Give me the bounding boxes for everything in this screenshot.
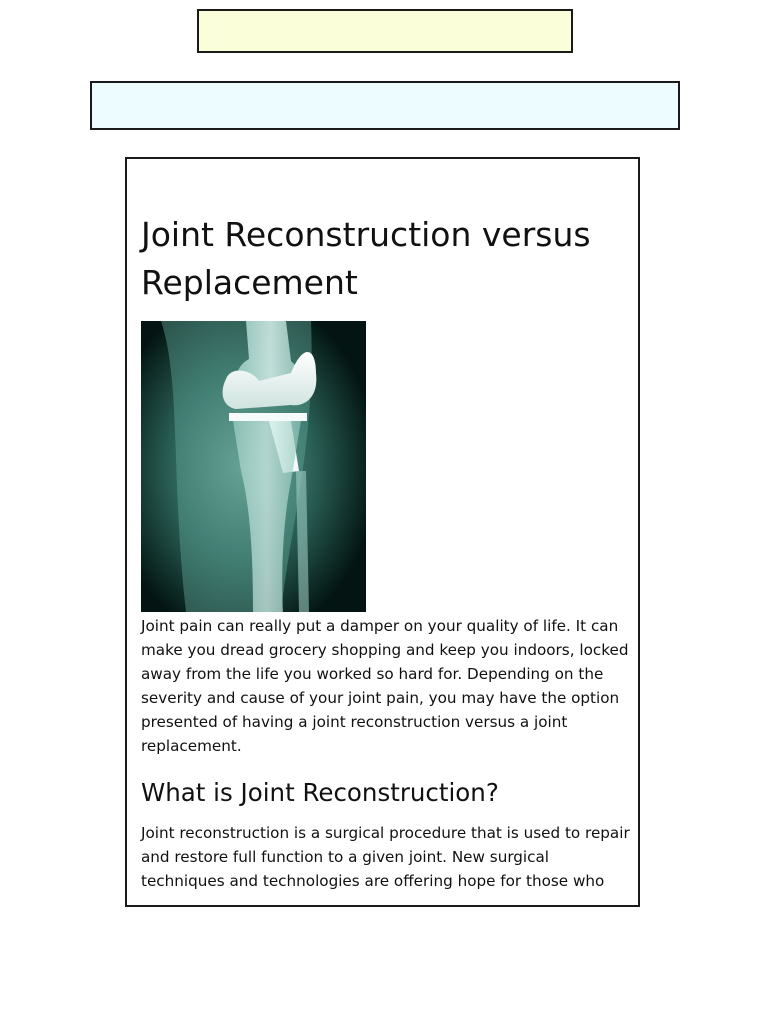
- section-paragraph: Joint reconstruction is a surgical procedure that is used to repair and restore full function to a given joint. New surgical techniques and technologies are offering hope for those who: [141, 824, 630, 890]
- section-heading: What is Joint Reconstruction?: [141, 778, 499, 807]
- header-banner-box: [197, 9, 573, 53]
- knee-xray-image: [141, 321, 366, 612]
- article-card: [125, 157, 640, 907]
- intro-paragraph: Joint pain can really put a damper on your quality of life. It can make you dread grocery shopping and keep you indoors, locked away from the life you worked so hard for. Depending on the severity and cause of your joint pain, you may have the option presented of having a joint reconstruction versus a joint replacement.: [141, 617, 629, 755]
- navigation-bar-box: [90, 81, 680, 130]
- article-title: Joint Reconstruction versus Replacement: [141, 215, 591, 302]
